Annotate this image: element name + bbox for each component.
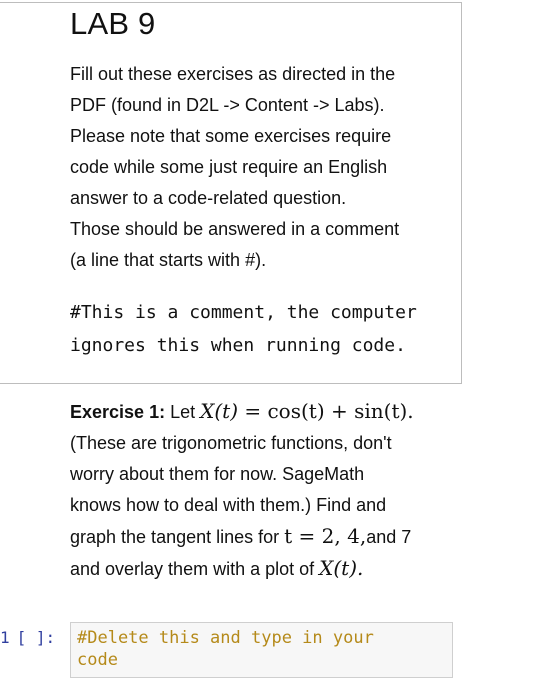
instruction-line: Fill out these exercises as directed in the	[70, 64, 396, 84]
instruction-line: Those should be answered in a comment	[70, 219, 400, 239]
math-xt: X(t).	[319, 556, 364, 580]
instruction-line: answer to a code-related question.	[70, 188, 347, 208]
exercise-line	[70, 553, 460, 585]
math-lhs: X(t)	[200, 399, 238, 423]
exercise-line: (These are trigonometric functions, don't	[70, 433, 392, 453]
exercise-1-text	[70, 396, 460, 585]
exercise-text: and overlay them with a plot of	[70, 559, 320, 579]
exercise-text: Let	[165, 402, 201, 422]
math-expression	[319, 556, 363, 580]
instruction-line: Please note that some exercises require	[70, 126, 392, 146]
prompt-cut-char: 1	[0, 628, 10, 647]
code-line: code	[77, 650, 118, 670]
code-cell-input[interactable]	[70, 622, 453, 678]
math-expression	[200, 399, 414, 423]
comment-example	[70, 296, 417, 362]
math-rhs: = cos(t) + sin(t).	[238, 399, 414, 423]
code-cell-prompt	[0, 628, 55, 647]
exercise-line: worry about them for now. SageMath	[70, 464, 365, 484]
instruction-line: (a line that starts with #).	[70, 250, 267, 270]
instruction-line: PDF (found in D2L -> Content -> Labs).	[70, 95, 385, 115]
lab-title: LAB 9	[70, 6, 156, 41]
comment-line: ignores this when running code.	[70, 335, 406, 356]
exercise-text: and 7	[366, 527, 412, 547]
lab-instructions	[70, 59, 460, 276]
prompt-label: [ ]:	[16, 628, 56, 647]
exercise-text: graph the tangent lines for	[70, 527, 285, 547]
exercise-line	[70, 521, 460, 553]
instruction-line: code while some just require an English	[70, 157, 388, 177]
exercise-label: Exercise 1:	[70, 402, 166, 422]
code-line: #Delete this and type in your	[77, 628, 374, 648]
math-values: t = 2, 4,	[284, 524, 367, 548]
exercise-line: knows how to deal with them.) Find and	[70, 495, 387, 515]
comment-line: #This is a comment, the computer	[70, 302, 417, 323]
exercise-line	[70, 396, 460, 428]
